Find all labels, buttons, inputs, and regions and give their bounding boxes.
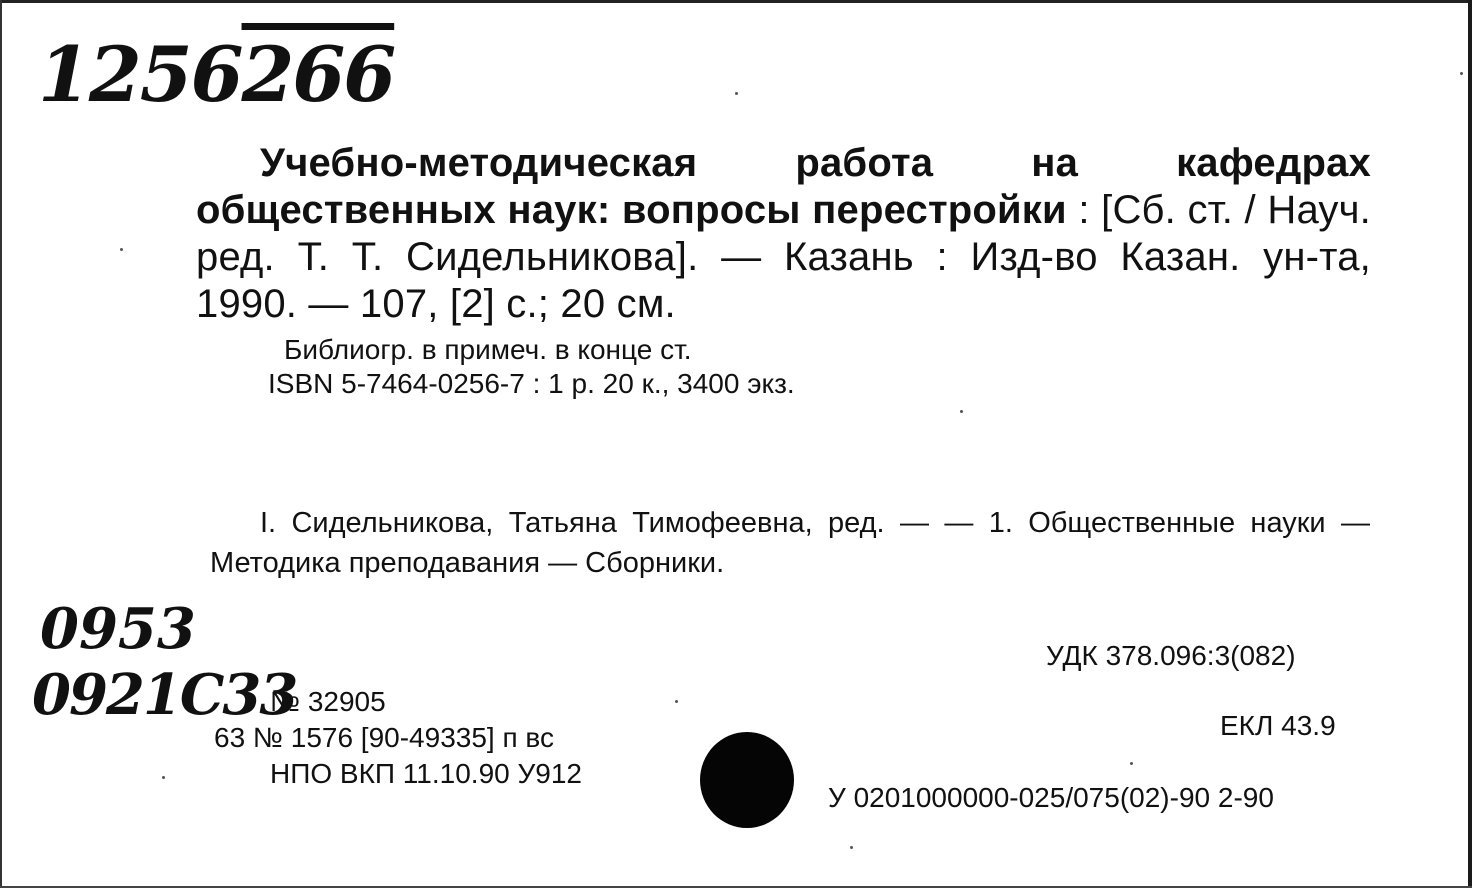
handwritten-shelf-mark-2: 0921C33	[32, 662, 297, 728]
card-border-left	[0, 0, 2, 888]
bibliography-note: Библиогр. в примеч. в конце ст.	[284, 334, 692, 365]
speck	[1460, 72, 1463, 75]
punch-hole	[700, 732, 794, 828]
udk-code: УДК 378.096:3(082)	[1046, 640, 1296, 671]
order-line: 63 № 1576 [90-49335] п вс	[214, 722, 554, 753]
publication-details: : [Сб. ст. / Науч. ред. Т. Т. Сидельникова]. — Казань : Изд-во Казан. ун-та, 1990. — 107, [2] с.; 20 см.	[196, 188, 1371, 326]
handwritten-shelf-mark-1: 0953	[40, 596, 196, 662]
ekl-code: ЕКЛ 43.9	[1220, 710, 1336, 741]
handwritten-call-number-main: 1256	[38, 30, 242, 119]
book-title: Учебно-методическая работа на кафедрах общественных наук: вопросы перестройки	[196, 141, 1371, 232]
isbn-line: ISBN 5-7464-0256-7 : 1 р. 20 к., 3400 экз.	[268, 368, 795, 399]
card-border-top	[0, 0, 1472, 3]
speck	[675, 700, 678, 703]
handwritten-call-number	[38, 30, 394, 119]
card-border-right	[1468, 0, 1472, 888]
speck	[960, 410, 963, 413]
speck	[735, 92, 738, 95]
speck	[1130, 762, 1133, 765]
handwritten-call-number-over: 266	[241, 30, 395, 119]
catalog-code: У 0201000000-025/075(02)-90 2-90	[828, 782, 1274, 813]
accession-number: № 32905	[270, 686, 386, 717]
bibliographic-description	[196, 140, 1371, 328]
speck	[120, 248, 123, 251]
speck	[162, 776, 165, 779]
speck	[850, 846, 853, 849]
npo-line: НПО ВКП 11.10.90 У912	[270, 758, 582, 789]
tracings: I. Сидельникова, Татьяна Тимофеевна, ред. — — 1. Общественные науки — Методика преподавания — Сборники.	[210, 507, 1370, 579]
